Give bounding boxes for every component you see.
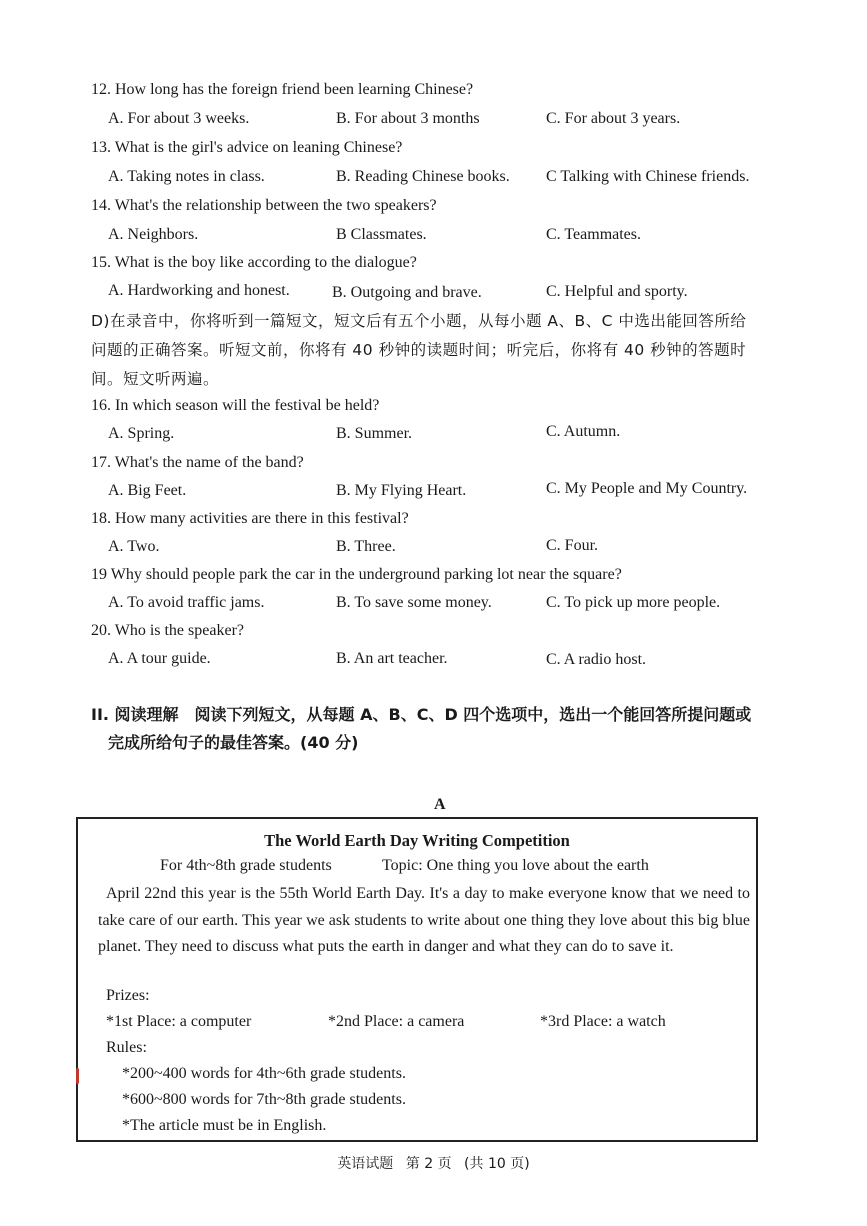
q17-option-c: C. My People and My Country.	[546, 480, 748, 497]
red-pen-mark	[76, 1068, 79, 1084]
q18-option-a: A. Two.	[108, 538, 160, 555]
section-d-instruction-line-1: D)在录音中，你将听到一篇短文，短文后有五个小题，从每小题 A、B、C 中选出能回答所给	[91, 312, 747, 330]
q18-option-b: B. Three.	[336, 538, 396, 555]
question-12: 12. How long has the foreign friend been learning Chinese?	[91, 81, 474, 98]
q20-option-a: A. A tour guide.	[108, 650, 211, 667]
prize-third: *3rd Place: a watch	[540, 1013, 666, 1030]
footer-page: 第 2 页	[405, 1156, 452, 1172]
q14-option-b: B Classmates.	[336, 226, 427, 243]
rule-1: *200~400 words for 4th~6th grade students.	[122, 1065, 406, 1082]
question-17: 17. What's the name of the band?	[91, 454, 304, 471]
section-d-instruction-line-3: 间。短文听两遍。	[91, 370, 220, 388]
notice-body	[98, 881, 750, 961]
page-footer	[0, 1153, 867, 1173]
q16-option-a: A. Spring.	[108, 425, 175, 442]
q20-option-c: C. A radio host.	[546, 651, 647, 668]
notice-title: The World Earth Day Writing Competition	[264, 831, 570, 850]
question-13: 13. What is the girl's advice on leaning Chinese?	[91, 139, 403, 156]
question-20: 20. Who is the speaker?	[91, 622, 244, 639]
rule-3: *The article must be in English.	[122, 1117, 327, 1134]
notice-body-text: April 22nd this year is the 55th World Earth Day. It's a day to make everyone know that we need to take care of our earth. This year we ask students to write about one thing they love about this big blue planet. They need to discuss what puts the earth in danger and what they can do to save it.	[98, 885, 750, 955]
passage-label: A	[434, 796, 446, 813]
q16-option-c: C. Autumn.	[546, 423, 621, 440]
notice-box	[76, 817, 758, 1142]
q12-option-a: A. For about 3 weeks.	[108, 110, 250, 127]
q13-option-a: A. Taking notes in class.	[108, 168, 265, 185]
q18-option-c: C. Four.	[546, 537, 599, 554]
rule-2: *600~800 words for 7th~8th grade students.	[122, 1091, 406, 1108]
q20-option-b: B. An art teacher.	[336, 650, 448, 667]
q13-option-b: B. Reading Chinese books.	[336, 168, 510, 185]
q16-option-b: B. Summer.	[336, 425, 413, 442]
q19-option-a: A. To avoid traffic jams.	[108, 594, 265, 611]
question-18: 18. How many activities are there in this festival?	[91, 510, 409, 527]
reading-section-heading-line-1: II. 阅读理解 阅读下列短文，从每题 A、B、C、D 四个选项中，选出一个能回答所提问题或	[91, 705, 752, 724]
footer-total: (共 10 页)	[464, 1156, 530, 1172]
question-14: 14. What's the relationship between the two speakers?	[91, 197, 437, 214]
q19-option-b: B. To save some money.	[336, 594, 492, 611]
prize-second: *2nd Place: a camera	[328, 1013, 465, 1030]
prizes-label: Prizes:	[106, 987, 150, 1004]
q15-option-a: A. Hardworking and honest.	[108, 282, 290, 299]
q17-option-a: A. Big Feet.	[108, 482, 187, 499]
notice-audience: For 4th~8th grade students	[160, 857, 332, 874]
q14-option-a: A. Neighbors.	[108, 226, 199, 243]
q12-option-c: C. For about 3 years.	[546, 110, 681, 127]
question-16: 16. In which season will the festival be held?	[91, 397, 380, 414]
q14-option-c: C. Teammates.	[546, 226, 642, 243]
q15-option-c: C. Helpful and sporty.	[546, 283, 688, 300]
q19-option-c: C. To pick up more people.	[546, 594, 721, 611]
rules-label: Rules:	[106, 1039, 147, 1056]
question-15: 15. What is the boy like according to the dialogue?	[91, 254, 417, 271]
footer-subject: 英语试题	[337, 1156, 394, 1172]
question-19: 19 Why should people park the car in the underground parking lot near the square?	[91, 566, 622, 583]
q15-option-b: B. Outgoing and brave.	[332, 284, 482, 301]
q12-option-b: B. For about 3 months	[336, 110, 480, 127]
prize-first: *1st Place: a computer	[106, 1013, 252, 1030]
q13-option-c: C Talking with Chinese friends.	[546, 168, 750, 185]
reading-section-heading-line-2: 完成所给句子的最佳答案。(40 分)	[108, 733, 359, 752]
q17-option-b: B. My Flying Heart.	[336, 482, 467, 499]
notice-topic: Topic: One thing you love about the earth	[382, 857, 649, 874]
section-d-instruction-line-2: 问题的正确答案。听短文前，你将有 40 秒钟的读题时间；听完后，你将有 40 秒钟的答题时	[91, 341, 747, 359]
